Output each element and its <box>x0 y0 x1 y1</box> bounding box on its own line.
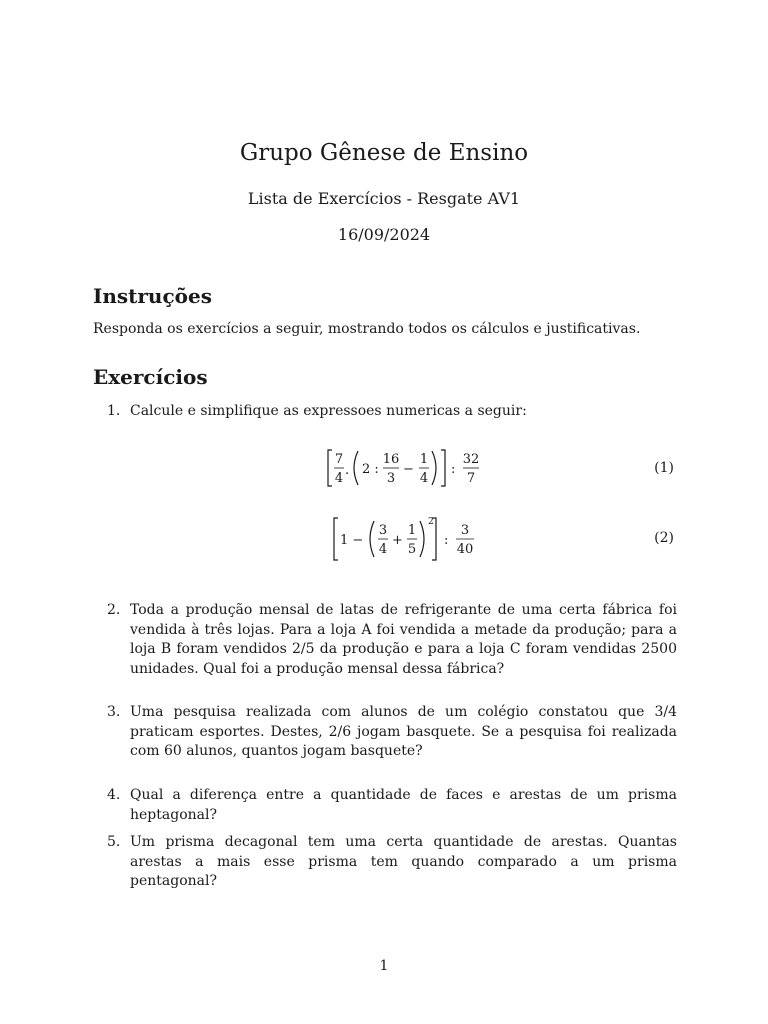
bracket-left <box>328 450 332 486</box>
frac-numerator: 3 <box>460 523 470 538</box>
equation-1 <box>0 440 768 500</box>
exercises-heading: Exercícios <box>93 365 208 389</box>
exercise-number: 1. <box>107 403 121 419</box>
equation-2-label: (2) <box>654 530 674 546</box>
equation-2 <box>0 510 768 570</box>
colon-operator: : <box>444 533 449 548</box>
exercise-3 <box>107 703 677 762</box>
frac-numerator: 32 <box>462 452 480 467</box>
paren-right <box>420 521 424 557</box>
instructions-heading: Instruções <box>93 284 212 308</box>
exercise-2 <box>107 601 677 679</box>
bracket-left <box>334 518 338 560</box>
document-title: Grupo Gênese de Ensino <box>239 140 529 166</box>
exercise-1 <box>107 402 677 422</box>
equation-1-formula <box>320 440 490 500</box>
frac-numerator: 1 <box>419 452 429 467</box>
exercise-text: Toda a produção mensal de latas de refrigerante de uma certa fábrica foi vendida à três lojas. Para a loja A foi vendida a metade da produção; para a loja B foram vendidos 2/5 da produção e para a loja C foram vendidas 2500 unidades. Qual foi a produção mensal dessa fábrica? <box>130 602 677 677</box>
paren-left <box>370 521 374 557</box>
instructions-text: Responda os exercícios a seguir, mostrando todos os cálculos e justificativas. <box>93 321 641 337</box>
frac-numerator: 7 <box>334 452 344 467</box>
frac-denominator: 5 <box>407 542 417 557</box>
plus-operator: + <box>392 533 403 548</box>
exercise-text: Qual a diferença entre a quantidade de faces e arestas de um prisma heptagonal? <box>130 787 677 823</box>
document-subtitle: Lista de Exercícios - Resgate AV1 <box>247 189 521 208</box>
frac-denominator: 3 <box>386 471 396 486</box>
exercise-4 <box>107 786 677 825</box>
frac-denominator: 7 <box>466 471 476 486</box>
frac-denominator: 40 <box>456 542 474 557</box>
colon-operator: : <box>451 462 456 477</box>
exercise-text: Calcule e simplifique as expressoes numericas a seguir: <box>130 403 527 419</box>
dot-operator: . <box>345 463 350 478</box>
two-colon: 2 : <box>362 462 379 477</box>
paren-right <box>432 451 436 485</box>
frac-numerator: 3 <box>378 523 388 538</box>
exercise-number: 2. <box>107 602 121 618</box>
frac-numerator: 16 <box>382 452 400 467</box>
frac-denominator: 4 <box>378 542 388 557</box>
frac-numerator: 1 <box>407 523 417 538</box>
exercise-number: 4. <box>107 787 121 803</box>
exponent: 2 <box>428 517 434 527</box>
frac-denominator: 4 <box>419 471 429 486</box>
exercise-5 <box>107 833 677 892</box>
exercise-number: 5. <box>107 834 121 850</box>
frac-denominator: 4 <box>334 471 344 486</box>
minus-operator: − <box>403 462 414 477</box>
exercise-text: Um prisma decagonal tem uma certa quantidade de arestas. Quantas arestas a mais esse prisma tem quando comparado a um prisma pentagonal? <box>130 834 677 889</box>
bracket-right <box>441 450 445 486</box>
exercise-text: Uma pesquisa realizada com alunos de um colégio constatou que 3/4 praticam esportes. Destes, 2/6 jogam basquete. Se a pesquisa foi realizada com 60 alunos, quantos jogam basquete? <box>130 704 677 759</box>
paren-left <box>354 451 358 485</box>
exercise-number: 3. <box>107 704 121 720</box>
equation-1-label: (1) <box>654 460 674 476</box>
one-minus: 1 − <box>340 533 364 548</box>
document-date: 16/09/2024 <box>337 225 431 244</box>
page-number: 1 <box>379 958 389 974</box>
equation-2-formula <box>320 510 490 570</box>
